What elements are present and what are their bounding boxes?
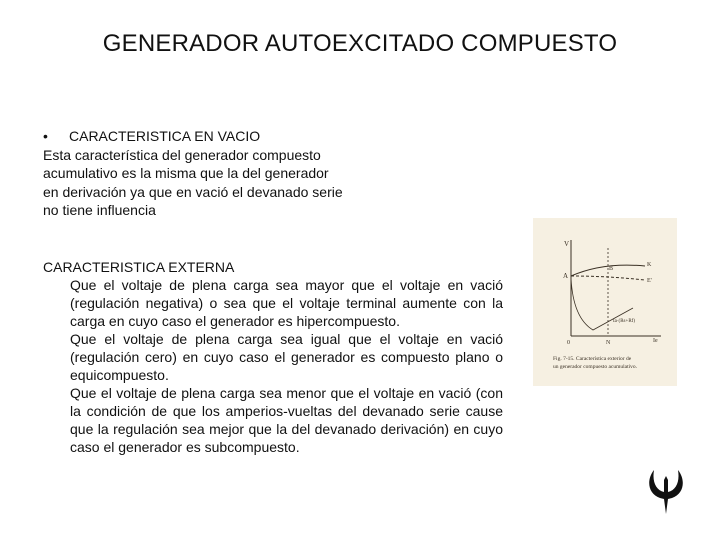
body-line: en derivación ya que en vació el devanado serie (43, 183, 343, 200)
body-line: no tiene influencia (43, 202, 156, 218)
label-y: V (564, 240, 570, 248)
figure-caption-line: Fig. 7-15. Característica exterior de (553, 356, 632, 362)
paragraph-overcompound: Que el voltaje de plena carga sea mayor que el voltaje en vació (regulación negativa) o sea que el voltaje terminal aumente con la carga en cuyo caso el generador es hipercompuesto. (70, 277, 503, 329)
bullet-heading (43, 127, 403, 146)
figure-caption-line: un generador compuesto acumulativo. (553, 364, 638, 370)
label-origin: 0 (567, 340, 570, 346)
label-k: K (647, 262, 652, 268)
label-n: N (606, 340, 611, 346)
paragraph-undercompound: Que el voltaje de plena carga sea menor que el voltaje en vació (con la condición de que los amperios-vueltas del devanado serie cause que la regulación sea mejor que la del devanado derivación) en cuyo caso el generador es subcompuesto. (70, 385, 503, 455)
figure-graph (533, 218, 677, 386)
paragraph-flat-compound: Que el voltaje de plena carga sea igual que el voltaje en vació (regulación cero) en cuyo caso el generador es compuesto plano o equicompuesto. (70, 331, 503, 383)
section-external (43, 258, 503, 456)
label-b: B (609, 266, 614, 272)
label-ie: Ie (653, 338, 658, 344)
body-line: Esta característica del generador compuesto (43, 146, 321, 163)
logo-icon (646, 464, 686, 516)
section-heading-external: CARACTERISTICA EXTERNA (43, 259, 235, 275)
label-drop: Ia·(Rs+Rf) (613, 319, 635, 324)
label-a: A (563, 272, 569, 280)
slide-title: GENERADOR AUTOEXCITADO COMPUESTO (102, 30, 618, 57)
label-e: E' (647, 278, 652, 284)
figure-external-characteristic (533, 218, 677, 386)
section-no-load (43, 127, 403, 220)
bullet-icon: • (43, 128, 48, 144)
section-heading-no-load: CARACTERISTICA EN VACIO (69, 128, 261, 144)
body-line: acumulativo es la misma que la del generador (43, 165, 329, 181)
curve-upper (571, 265, 645, 276)
